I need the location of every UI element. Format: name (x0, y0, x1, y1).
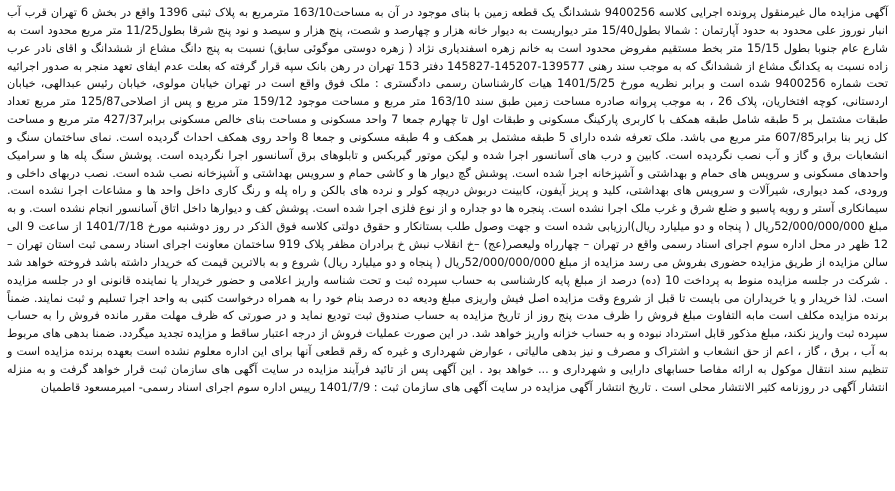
notice-body: آگهی مزایده مال غیرمنقول پرونده اجرایی کلاسه 9400256 ششدانگ یک قطعه زمین با بنای موجود در آن به مساحت163/10 مترمربع به پلاک ثبتی 1396 واقع در بخش 6 تهران قرب آب انبار نوروز علی محدود به حدود آپارتمان : شمالا بطول15/40 متر دیواریست به دیوار خانه هزار و چهارصد و شصت، پنج هزار و سیصد و نود پنج شرقا بطول11/25 متر مربع محدود است به شارع عام جنوبا بطول 15/15 متر بخط مستقیم مفروض محدود است به خانم زهره اسفندیاری نژاد ( زهره دوستی موگوئی سابق) نسبت به پنج دانگ مشاع از ششدانگ و اقای نادر عرب زاده نسبت به یکدانگ مشاع از ششدانگ که به موجب سند رهنی 139577-145207-145827 دفتر 153 تهران در رهن بانک سپه قرار گرفته که بعلت عدم ایفای تعهد منجر به صدور اجرائیه تحت شماره 9400256 شده است و برابر نظریه مورخ 1401/5/25 هیات کارشناسان رسمی دادگستری : ملک فوق واقع است در تهران خیابان مولوی، خیابان رئیس عبدالهی، خیابان اردستانی، کوچه افتخاریان، پلاک 26 ، به موجب پروانه صادره مساحت زمین طبق سند 163/10 متر مربع و مساحت موجود 159/12 متر مربع و پس از اصلاحی125/87 متر مربع تعداد طبقات مشتمل بر 5 طبقه شامل طبقه همکف با کاربری پارکینگ مسکونی و طبقات اول تا چهارم جمعا 7 واحد مسکونی و مساحت بنای خالص مسکونی برابر427/37 متر مربع و مساحت کل زیر بنا برابر607/85 متر مربع می باشد. ملک تعرفه شده دارای 5 طبقه مشتمل بر همکف و 4 طبقه مسکونی و جمعا 8 واحد روی همکف احداث گردیده است. نمای ساختمان سنگ و انشعابات برق و گاز و آب نصب نگردیده است. کابین و درب های آسانسور اجرا شده و لیکن موتور گیربکس و تابلوهای برق آسانسور اجرا نگردیده است. پوشش سنگ پله ها و سرامیک واحدهای مسکونی و سرویس های حمام و بهداشتی و آشپزخانه اجرا شده است. پوشش گچ دیوار ها و کاشی حمام و سرویس بهداشتی و آشپزخانه نصب شده است. نصب دربهای داخلی و ورودی، کمد دیواری، شیرآلات و سرویس های بهداشتی، کلید و پریز آیفون، کابینت دربوش دریچه کولر و نرده های بالکن و راه پله و رنگ کاری داخل واحد ها و مشاعات اجرا نشده است. سیمانکاری آستر و رویه پاسیو و ضلع شرق و غرب ملک اجرا نشده است. پنجره ها دو جداره و از نوع فلزی اجرا شده است. پوشش کف و دیوارها داخل اتاق آسانسور انجام نشده است. و به مبلغ 52/000/000/000ریال ( پنجاه و دو میلیارد ریال)ارزیابی شده است و جهت وصول طلب بستانکار و حقوق دولتی کلاسه فوق الذکر در روز دوشنبه مورخ 1401/7/18 از ساعت 9 الی 12 ظهر در محل اداره سوم اجرای اسناد رسمی واقع در تهران – چهارراه ولیعصر(عج) –خ انقلاب نبش خ برادران مظفر پلاک 919 ساختمان معاونت اجرای اسناد رسمی ثبت استان تهران – سالن مزایده از طریق مزایده حضوری بفروش می رسد مزایده از مبلغ 52/000/000/000ریال ( پنجاه و دو میلیارد ریال) شروع و به بالاترین قیمت که خریدار داشته باشد فروخته خواهد شد . شرکت در جلسه مزایده منوط به پرداخت 10 (ده) درصد از مبلغ پایه کارشناسی به حساب سپرده ثبت و تحت شناسه واریز اعلامی و حضور خریدار یا نماینده قانونی او در جلسه مزایده است. لذا خریدار و یا خریداران می بایست تا قبل از شروع وقت مزایده اصل فیش واریزی مبلغ ودیعه ده درصد بنام خود را به همراه درخواست کتبی به واحد اجرا تسلیم و ثبت نمایند. ضمناً برنده مزایده مکلف است مابه التفاوت مبلغ فروش را ظرف مدت پنج روز از تاریخ مزایده به حساب صندوق ثبت تودیع نماید و در صورتی که ظرف مهلت مقرر مانده فروش را به حساب سپرده ثبت واریز نکند، مبلغ مذکور قابل استرداد نبوده و به حساب خزانه واریز خواهد شد. در این صورت عملیات فروش از درجه اعتبار ساقط و مزایده تجدید میگردد. ضمنا بدهی های مربوط به آب ، برق ، گاز ، اعم از حق انشعاب و اشتراک و مصرف و نیز بدهی مالیاتی ، عوارض شهرداری و غیره که رقم قطعی آنها برای این اداره معلوم نشده است بعهده برنده مزایده است و تنظیم سند انتقال موکول به ارائه مفاصا حسابهای دارایی و شهرداری و ... خواهد بود . این آگهی پس از تائید فرآیند مزایده در سایت آگهی های سازمان ثبت قرار خواهد گرفت و به منزله انتشار آگهی در روزنامه کثیر الانتشار محلی است . تاریخ انتشار آگهی مزایده در سایت آگهی های سازمان ثبت : 1401/7/9 رییس اداره سوم اجرای اسناد رسمی- امیرمسعود قاطمیان (7, 6, 889, 394)
